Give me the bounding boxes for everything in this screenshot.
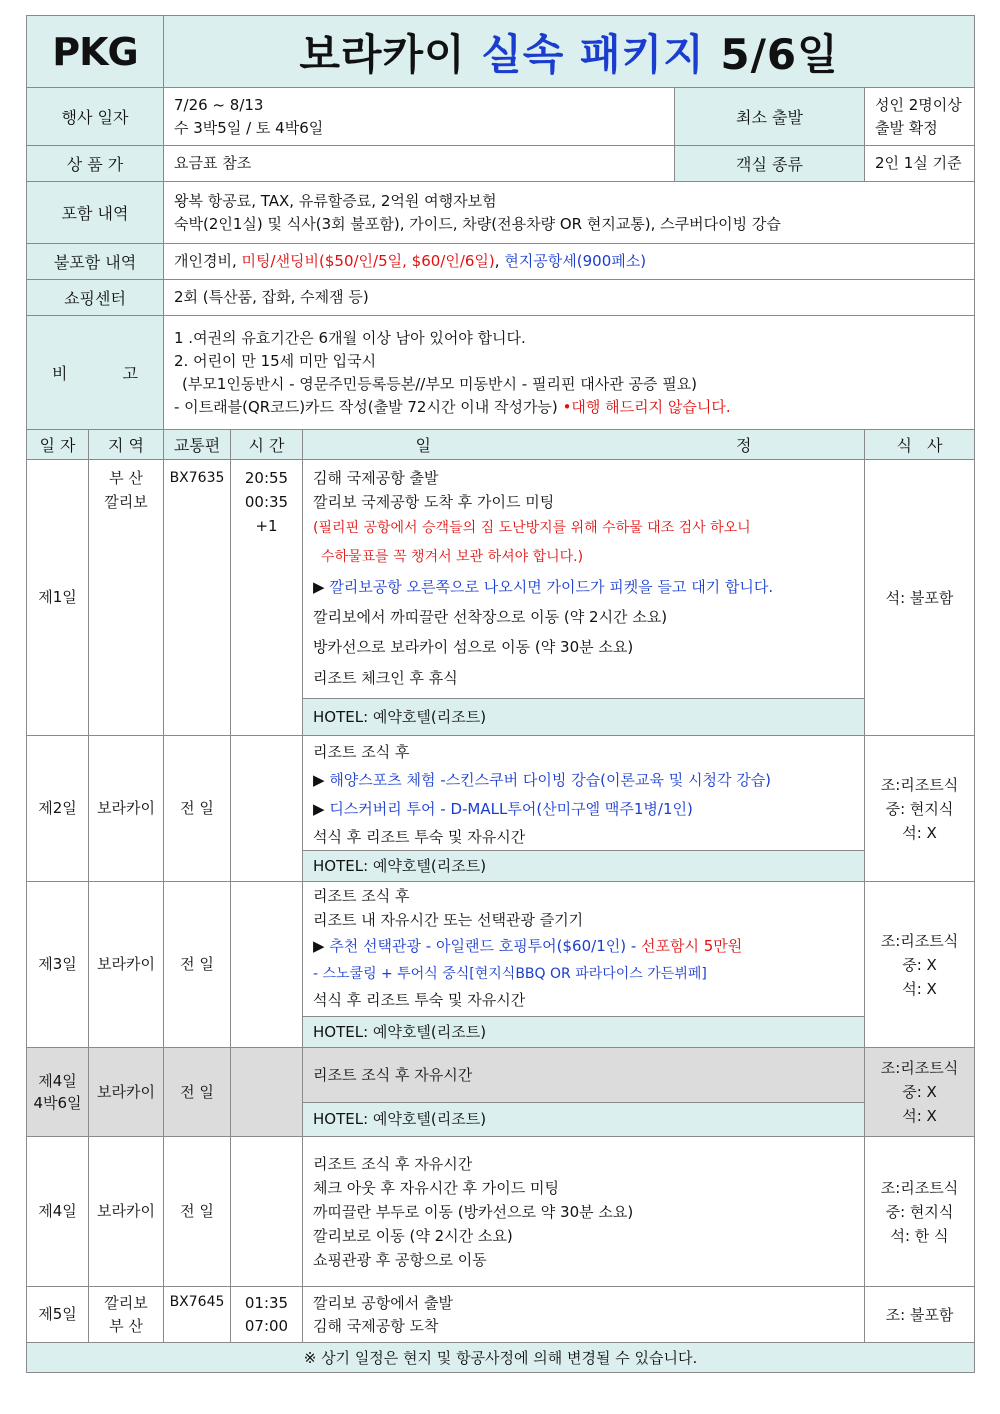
day-schedule — [303, 1287, 865, 1343]
meal-breakfast: 조:리조트식 — [880, 931, 959, 950]
day-meal — [865, 1048, 975, 1137]
day-row — [27, 736, 975, 882]
meal-breakfast: 조: 불포함 — [885, 1305, 954, 1324]
day-schedule — [303, 736, 865, 882]
day-label: 제3일 — [27, 882, 89, 1048]
include-line-1: 왕복 항공료, TAX, 유류할증료, 2억원 여행자보험 — [174, 191, 497, 210]
depart-time: 01:35 — [244, 1293, 289, 1312]
meal-dinner: 석: X — [902, 979, 937, 998]
meal-breakfast: 조:리조트식 — [880, 1178, 959, 1197]
schedule-note: 수하물표를 꼭 챙겨서 보관 하셔야 합니다.) — [321, 549, 584, 565]
day-meal — [865, 1287, 975, 1343]
footer-note: ※ 상기 일정은 현지 및 항공사정에 의해 변경될 수 있습니다. — [27, 1343, 975, 1373]
remarks-line-3: (부모1인동반시 - 영문주민등록등본//부모 미동반시 - 필리핀 대사관 공증 필요) — [182, 374, 698, 393]
schedule-item: 김해 국제공항 도착 — [313, 1316, 439, 1335]
day-region — [89, 460, 164, 736]
arrive-time: 00:35 — [244, 493, 289, 511]
day-variant: 4박6일 — [33, 1094, 82, 1112]
schedule-item: 리조트 조식 후 — [313, 743, 410, 761]
schedule-item: 까띠끌란 부두로 이동 (방카선으로 약 30분 소요) — [313, 1202, 634, 1221]
remarks-line-1: 1 .여권의 유효기간은 6개월 이상 남아 있어야 합니다. — [174, 328, 526, 347]
hotel-info: HOTEL: 예약호텔(리조트) — [303, 1102, 864, 1136]
arrive-time: 07:00 — [244, 1316, 289, 1335]
schedule-item: ▶ 디스커버리 투어 - D-MALL투어(산미구엘 맥주1병/1인) — [313, 800, 693, 818]
exclude-value — [164, 244, 975, 280]
schedule-item: 리조트 조식 후 자유시간 — [313, 1154, 473, 1173]
meal-dinner: 석: X — [902, 823, 937, 842]
day-region: 보라카이 — [89, 1048, 164, 1137]
schedule-item: 리조트 체크인 후 휴식 — [313, 669, 458, 687]
remarks-no-proxy: •대행 해드리지 않습니다. — [562, 397, 731, 416]
day-row — [27, 882, 975, 1048]
day-label — [27, 1048, 89, 1137]
exclude-separator: , — [494, 252, 505, 270]
schedule-item: 김해 국제공항 출발 — [313, 469, 439, 487]
flight-number: BX7635 — [164, 460, 231, 736]
include-label: 포함 내역 — [27, 182, 164, 244]
page-title — [164, 16, 975, 88]
meal-lunch: 중: X — [902, 955, 937, 974]
day-label: 제5일 — [27, 1287, 89, 1343]
day-schedule — [303, 882, 865, 1048]
schedule-item: 방카선으로 보라카이 섬으로 이동 (약 30분 소요) — [313, 638, 634, 656]
schedule-note: (필리핀 공항에서 승객들의 짐 도난방지를 위해 수하물 대조 검사 하오니 — [313, 520, 751, 536]
hotel-info: HOTEL: 예약호텔(리조트) — [303, 850, 864, 881]
shopping-label: 쇼핑센터 — [27, 280, 164, 316]
schedule-item: ▶ 추천 선택관광 - 아일랜드 호핑투어($60/1인) - 선포함시 5만원 — [313, 937, 743, 955]
next-day-mark: +1 — [255, 517, 278, 535]
day-schedule — [303, 460, 865, 736]
day-schedule — [303, 1137, 865, 1287]
region-origin: 부 산 — [109, 469, 143, 487]
room-label: 객실 종류 — [675, 146, 865, 182]
recommended-tour: 추천 선택관광 - 아일랜드 호핑투어($60/1인) - — [329, 937, 642, 955]
meal-lunch: 중: X — [902, 1083, 937, 1101]
day-label: 제2일 — [27, 736, 89, 882]
remarks-etravel: - 이트래블(QR코드)카드 작성(출발 72시간 이내 작성가능) — [174, 397, 563, 416]
day-region — [89, 1287, 164, 1343]
region-origin: 깔리보 — [104, 1293, 148, 1312]
meal-dinner: 석: 불포함 — [885, 588, 954, 607]
day-schedule — [303, 1048, 865, 1137]
guide-meeting-note: 깔리보공항 오른쪽으로 나오시면 가이드가 피켓을 들고 대기 합니다. — [329, 578, 774, 596]
event-date-label: 행사 일자 — [27, 88, 164, 146]
schedule-item: 쇼핑관광 후 공항으로 이동 — [313, 1250, 487, 1269]
meal-breakfast: 조:리조트식 — [880, 1059, 959, 1077]
schedule-item: ▶ 해양스포츠 체험 -스킨스쿠버 다이빙 강습(이론교육 및 시청각 강습) — [313, 771, 772, 789]
exclude-label: 불포함 내역 — [27, 244, 164, 280]
itinerary-sheet — [26, 15, 974, 1373]
schedule-item: 깔리보로 이동 (약 2시간 소요) — [313, 1226, 513, 1245]
flight-number: BX7645 — [164, 1287, 231, 1343]
schedule-item: 깔리보 국제공항 도착 후 가이드 미팅 — [313, 493, 555, 511]
meal-lunch: 중: 현지식 — [885, 799, 954, 818]
day-transport: 전 일 — [164, 882, 231, 1048]
min-depart-label: 최소 출발 — [675, 88, 865, 146]
include-value — [164, 182, 975, 244]
schedule-item: 석식 후 리조트 투숙 및 자유시간 — [313, 991, 526, 1009]
title-package-type: 실속 패키지 — [481, 29, 705, 79]
day-row — [27, 1287, 975, 1343]
meal-dinner: 석: X — [902, 1107, 937, 1125]
day-time — [231, 1048, 303, 1137]
schedule-item: 리조트 내 자유시간 또는 선택관광 즐기기 — [313, 911, 584, 929]
day-region: 보라카이 — [89, 736, 164, 882]
day-region: 보라카이 — [89, 882, 164, 1048]
event-date-value — [164, 88, 675, 146]
col-day: 일 자 — [27, 430, 89, 460]
prepay-price: 선포함시 5만원 — [641, 937, 743, 955]
day-time — [231, 882, 303, 1048]
remarks-line-4 — [174, 396, 974, 419]
day-number: 제4일 — [38, 1072, 77, 1090]
remarks-label: 비 고 — [27, 316, 164, 430]
day-meal — [865, 1137, 975, 1287]
price-label: 상 품 가 — [27, 146, 164, 182]
remarks-line-2: 2. 어린이 만 15세 미만 입국시 — [174, 351, 377, 370]
col-schedule: 일 정 — [303, 430, 865, 460]
schedule-item: 리조트 조식 후 자유시간 — [313, 1066, 473, 1084]
itinerary-table — [26, 15, 975, 1373]
exclude-personal: 개인경비, — [174, 252, 242, 270]
schedule-item: ▶ 깔리보공항 오른쪽으로 나오시면 가이드가 피켓을 들고 대기 합니다. — [313, 578, 774, 596]
depart-time: 20:55 — [244, 469, 289, 487]
day-transport: 전 일 — [164, 1137, 231, 1287]
min-depart-value: 성인 2명이상 출발 확정 — [865, 88, 975, 146]
day-meal — [865, 460, 975, 736]
schedule-item: 깔리보 공항에서 출발 — [313, 1293, 453, 1312]
day-row — [27, 1137, 975, 1287]
price-value: 요금표 참조 — [164, 146, 675, 182]
schedule-item: 체크 아웃 후 자유시간 후 가이드 미팅 — [313, 1178, 559, 1197]
col-transport: 교통편 — [164, 430, 231, 460]
region-destination: 부 산 — [109, 1316, 143, 1335]
schedule-item: 리조트 조식 후 — [313, 887, 410, 905]
remarks-value — [164, 316, 975, 430]
meal-breakfast: 조:리조트식 — [880, 775, 959, 794]
include-line-2: 숙박(2인1실) 및 식사(3회 불포함), 가이드, 차량(전용차량 OR 현지교통), 스쿠버다이빙 강습 — [174, 214, 781, 233]
title-duration: 5/6일 — [720, 29, 839, 79]
pkg-label: PKG — [27, 16, 164, 88]
optional-activity: 해양스포츠 체험 -스킨스쿠버 다이빙 강습(이론교육 및 시청각 강습) — [329, 771, 772, 789]
day-row — [27, 460, 975, 736]
event-date-schedule: 수 3박5일 / 토 4박6일 — [174, 118, 324, 137]
day-label: 제1일 — [27, 460, 89, 736]
col-region: 지 역 — [89, 430, 164, 460]
day-time — [231, 736, 303, 882]
col-meal: 식 사 — [865, 430, 975, 460]
day-meal — [865, 736, 975, 882]
shopping-value: 2회 (특산품, 잡화, 수제잼 등) — [164, 280, 975, 316]
day-time — [231, 460, 303, 736]
exclude-meeting-fee: 미팅/샌딩비($50/인/5일, $60/인/6일) — [241, 252, 495, 270]
schedule-item: - 스노쿨링 + 투어식 중식[현지식BBQ OR 파라다이스 가든뷔페] — [313, 966, 707, 982]
optional-activity: 디스커버리 투어 - D-MALL투어(산미구엘 맥주1병/1인) — [329, 800, 693, 818]
title-destination: 보라카이 — [299, 29, 466, 79]
exclude-airport-tax: 현지공항세(900페소) — [504, 252, 647, 270]
schedule-item: 석식 후 리조트 투숙 및 자유시간 — [313, 828, 526, 846]
event-date-range: 7/26 ~ 8/13 — [174, 95, 264, 114]
day-transport: 전 일 — [164, 1048, 231, 1137]
day-transport: 전 일 — [164, 736, 231, 882]
schedule-item: 깔리보에서 까띠끌란 선착장으로 이동 (약 2시간 소요) — [313, 608, 668, 626]
meal-dinner: 석: 한 식 — [890, 1226, 949, 1245]
col-time: 시 간 — [231, 430, 303, 460]
day-label: 제4일 — [27, 1137, 89, 1287]
room-value: 2인 1실 기준 — [865, 146, 975, 182]
hotel-info: HOTEL: 예약호텔(리조트) — [303, 698, 864, 735]
meal-lunch: 중: 현지식 — [885, 1202, 954, 1221]
day-time — [231, 1137, 303, 1287]
day-time — [231, 1287, 303, 1343]
hotel-info: HOTEL: 예약호텔(리조트) — [303, 1016, 864, 1047]
region-destination: 깔리보 — [104, 493, 148, 511]
day-row — [27, 1048, 975, 1137]
day-region: 보라카이 — [89, 1137, 164, 1287]
day-meal — [865, 882, 975, 1048]
